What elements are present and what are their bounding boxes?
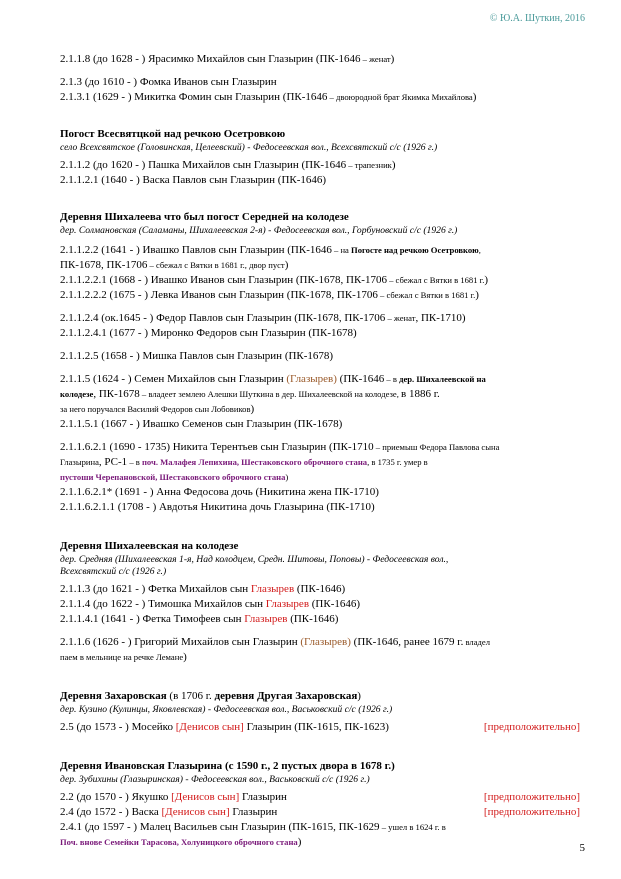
- entry-close: ): [250, 403, 255, 415]
- heading-text: (с 1590 г., 2 пустых двора в 1678 г.): [224, 760, 395, 772]
- entry-2-1-3: 2.1.3 (до 1610 - ) Фомка Иванов сын Глазырин: [60, 76, 277, 88]
- heading-text: Деревня Захаровская: [60, 690, 170, 702]
- section-heading: Погост Всесвятцкой над речкою Осетровкою: [60, 128, 286, 140]
- entry-text: 2.1.3.1 (1629 - ) Микитка Фомин сын Глазырин (ПК-1646: [60, 91, 328, 103]
- section-subtitle: дер. Солмановская (Саламаны, Шихалеевская 2-я) - Федосеевская вол., Горбуновский с/с (1926 г.): [60, 225, 458, 236]
- entry-2-1-1-2-2: [60, 243, 580, 258]
- entry-text: 2.1.1.3 (до 1621 - ) Фетка Михайлов сын: [60, 583, 251, 595]
- entry-2-1-1-3: [60, 582, 580, 597]
- entry-continuation: [60, 470, 580, 485]
- entry-text: , ПК-1678: [93, 388, 140, 400]
- alt-surname: Глазырев: [265, 598, 310, 610]
- alt-surname: (Глазырев): [300, 636, 351, 648]
- entry-text: ПК-1678, ПК-1706: [60, 259, 148, 271]
- entry-text: Глазырин (ПК-1615, ПК-1623): [243, 721, 389, 733]
- entry-2-1-1-2-2-2: [60, 288, 580, 303]
- presumed-tag: [предположительно]: [483, 806, 580, 818]
- entry-2-5: [60, 720, 580, 735]
- entry-text: 2.5 (до 1573 - ) Мосейко: [60, 721, 176, 733]
- place-name: пустоши Черепановской, Шестаковского оброчного стана: [60, 472, 286, 482]
- copyright: © Ю.А. Шуткин, 2016: [489, 13, 585, 24]
- section-subtitle: дер. Зубихины (Глазыринская) - Федосеевская вол., Васьковский с/с (1926 г.): [60, 774, 370, 785]
- entry-note: , в 1735 г. умер в: [367, 457, 428, 467]
- entry-note: – сбежал с Вятки в 1681 г.: [377, 290, 476, 300]
- entry-2-1-3-1: [60, 90, 580, 105]
- entry-2-1-1-6-2-1-star: 2.1.1.6.2.1* (1691 - ) Анна Федосова дочь (Никитина жена ПК-1710): [60, 486, 379, 498]
- entry-note: Глазырина: [60, 457, 99, 467]
- entry-text: в 1886 г.: [401, 388, 440, 400]
- document-body: [60, 52, 580, 850]
- entry-2-1-1-2-2-1: [60, 273, 580, 288]
- entry-note: – в: [127, 457, 142, 467]
- entry-text: 2.1.1.4.1 (1641 - ) Фетка Тимофеев сын: [60, 613, 245, 625]
- page-number: 5: [579, 842, 585, 854]
- entry-note: – двоюродной брат Якимка Михайлова: [327, 92, 473, 102]
- entry-2-1-1-2: [60, 158, 580, 173]
- entry-close: ): [183, 651, 187, 663]
- entry-note: – женат: [385, 313, 416, 323]
- entry-close: ): [297, 836, 302, 848]
- place-name: дер. Шихалеевской на: [399, 374, 486, 384]
- alt-surname: Глазырев: [250, 583, 295, 595]
- entry-text: 2.2 (до 1570 - ) Якушко: [60, 791, 172, 803]
- alt-surname: (Глазырев): [286, 373, 337, 385]
- section-heading: Деревня Шихалеевская на колодезе: [60, 540, 239, 552]
- entry-text: 2.1.1.2.2 (1641 - ) Ивашко Павлов сын Глазырин (ПК-1646: [60, 244, 332, 256]
- entry-text: (ПК-1646, ранее 1679 г.: [350, 636, 464, 648]
- entry-2-1-1-4: [60, 597, 580, 612]
- entry-text: 2.1.1.5 (1624 - ) Семен Михайлов сын Глазырин: [60, 373, 287, 385]
- heading-text: (в 1706 г.: [169, 690, 215, 702]
- entry-note: – приемыш Федора Павлова сына: [373, 442, 500, 452]
- entry-2-1-1-6: [60, 635, 580, 650]
- entry-note: – на: [331, 245, 352, 255]
- entry-note: за него поручался Василий Федоров сын Лобовиков: [60, 404, 251, 414]
- entry-text: 2.1.1.2 (до 1620 - ) Пашка Михайлов сын Глазырин (ПК-1646: [60, 159, 347, 171]
- entry-close: ): [284, 259, 289, 271]
- entry-note: – трапезник: [346, 160, 392, 170]
- entry-2-1-1-5-1: 2.1.1.5.1 (1667 - ) Ивашко Семенов сын Глазырин (ПК-1678): [60, 418, 343, 430]
- entry-close: ): [484, 274, 489, 286]
- entry-text: Глазырин: [239, 791, 287, 803]
- entry-close: (ПК-1646): [294, 583, 346, 595]
- entry-continuation: [60, 258, 580, 273]
- entry-2-4-1: [60, 820, 580, 835]
- entry-2-1-1-6-2-1: [60, 440, 580, 455]
- entry-note: – сбежал с Вятки в 1681 г., двор пуст: [147, 260, 285, 270]
- entry-text: (ПК-1646: [336, 373, 385, 385]
- presumed-patronymic: [Денисов сын]: [161, 806, 230, 818]
- entry-2-1-1-2-4: [60, 311, 580, 326]
- entry-note: – владеет землею Алешки Шуткина в дер. Шихалеевской на колодезе,: [139, 389, 402, 399]
- entry-text: 2.1.1.6 (1626 - ) Григорий Михайлов сын Глазырин: [60, 636, 301, 648]
- entry-close: ): [391, 159, 396, 171]
- entry-note: – сбежал с Вятки в 1681 г.: [386, 275, 485, 285]
- place-name: колодезе: [60, 389, 94, 399]
- entry-continuation: [60, 402, 580, 417]
- entry-punct: ,: [478, 245, 481, 255]
- entry-text: 2.1.1.2.2.1 (1668 - ) Ивашко Иванов сын Глазырин (ПК-1678, ПК-1706: [60, 274, 387, 286]
- entry-text: 2.4 (до 1572 - ) Васка: [60, 806, 162, 818]
- section-heading: Деревня Шихалеева что был погост Середней на колодезе: [60, 211, 349, 223]
- entry-close: ): [285, 472, 289, 482]
- entry-text: 2.1.1.8 (до 1628 - ) Ярасимко Михайлов сын Глазырин (ПК-1646: [60, 53, 361, 65]
- presumed-tag: [предположительно]: [483, 791, 580, 803]
- section-heading: [60, 689, 580, 704]
- entry-2-1-1-5: [60, 372, 580, 387]
- entry-2-1-1-6-2-1-1: 2.1.1.6.2.1.1 (1708 - ) Авдотья Никитина дочь Глазырина (ПК-1710): [60, 501, 375, 513]
- entry-close: (ПК-1646): [287, 613, 339, 625]
- entry-2-1-1-2-5: 2.1.1.2.5 (1658 - ) Мишка Павлов сын Глазырин (ПК-1678): [60, 350, 334, 362]
- entry-2-1-1-4-1: [60, 612, 580, 627]
- entry-close: , ПК-1710): [415, 312, 466, 324]
- entry-close: ): [472, 91, 477, 103]
- presumed-tag: [предположительно]: [483, 721, 580, 733]
- entry-2-1-1-2-1: 2.1.1.2.1 (1640 - ) Васка Павлов сын Глазырин (ПК-1646): [60, 174, 327, 186]
- heading-text: ): [357, 690, 361, 702]
- entry-continuation: [60, 455, 580, 470]
- entry-note: владел: [463, 637, 490, 647]
- place-name: Поч. внове Семейки Тарасова, Холуницкого оброчного стана: [60, 837, 298, 847]
- entry-text: 2.1.1.2.2.2 (1675 - ) Левка Иванов сын Глазырин (ПК-1678, ПК-1706: [60, 289, 378, 301]
- entry-text: 2.4.1 (до 1597 - ) Малец Васильев сын Глазырин (ПК-1615, ПК-1629: [60, 821, 380, 833]
- alt-surname: Глазырев: [244, 613, 288, 625]
- entry-2-2: [60, 790, 580, 805]
- presumed-patronymic: [Денисов сын]: [175, 721, 244, 733]
- entry-continuation: [60, 387, 580, 402]
- section-subtitle: село Всехсвятское (Головинская, Целеевский) - Федосеевская вол., Всехсвятский с/с (1926 г.): [60, 142, 438, 153]
- entry-text: 2.1.1.4 (до 1622 - ) Тимошка Михайлов сын: [60, 598, 266, 610]
- entry-text: , РС-1: [98, 456, 128, 468]
- heading-text: Деревня Ивановская Глазырина: [60, 760, 225, 772]
- entry-continuation: [60, 650, 580, 665]
- place-name: Погосте над речкою Осетровкою: [351, 245, 479, 255]
- heading-text: деревня Другая Захаровская: [214, 690, 358, 702]
- entry-continuation: [60, 835, 580, 850]
- entry-2-1-1-2-4-1: 2.1.1.2.4.1 (1677 - ) Миронко Федоров сын Глазырин (ПК-1678): [60, 327, 357, 339]
- entry-note: – ушел в 1624 г. в: [379, 822, 446, 832]
- entry-note: – в: [384, 374, 400, 384]
- entry-note: паем в мельнице на речке Лемане: [60, 652, 184, 662]
- presumed-patronymic: [Денисов сын]: [171, 791, 240, 803]
- place-name: поч. Малафея Лепихина, Шестаковского оброчного стана: [141, 457, 368, 467]
- entry-2-1-1-8: [60, 52, 580, 67]
- entry-text: Глазырин: [229, 806, 278, 818]
- entry-note: – женат: [360, 54, 391, 64]
- entry-close: (ПК-1646): [309, 598, 361, 610]
- entry-close: ): [390, 53, 395, 65]
- section-subtitle: дер. Кузино (Кулинцы, Яковлевская) - Федосеевская вол., Васьковский с/с (1926 г.): [60, 704, 393, 715]
- section-subtitle: Всехсвятский с/с (1926 г.): [60, 566, 167, 577]
- entry-2-4: [60, 805, 580, 820]
- entry-text: 2.1.1.2.4 (ок.1645 - ) Федор Павлов сын Глазырин (ПК-1678, ПК-1706: [60, 312, 386, 324]
- entry-close: ): [475, 289, 479, 301]
- entry-text: 2.1.1.6.2.1 (1690 - 1735) Никита Терентьев сын Глазырин (ПК-1710: [60, 441, 374, 453]
- section-heading: [60, 759, 580, 774]
- section-subtitle: дер. Средняя (Шихалеевская 1-я, Над колодцем, Средн. Шитовы, Поповы) - Федосеевская вол.,: [60, 554, 449, 565]
